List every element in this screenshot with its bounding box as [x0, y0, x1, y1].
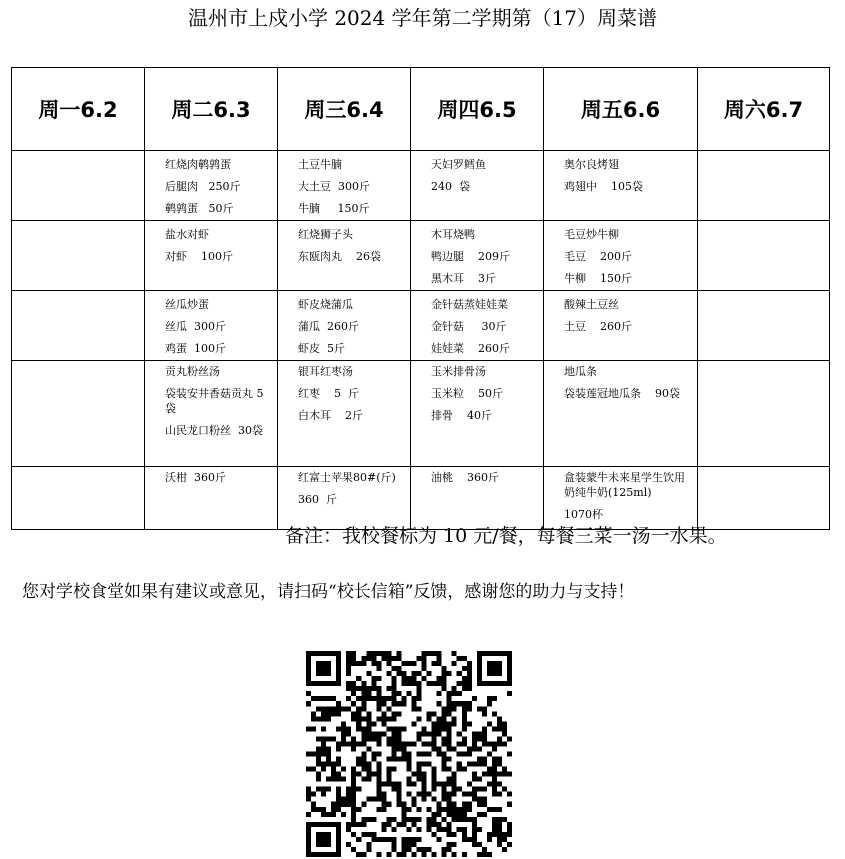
ingredient-line: 袋装安井香菇贡丸 5袋: [165, 387, 264, 415]
dish-name: 地瓜条: [564, 365, 597, 378]
menu-cell: [12, 291, 145, 361]
menu-cell: [278, 151, 411, 221]
ingredient-line: 牛腩 150斤: [298, 202, 370, 215]
dish-name: 红烧狮子头: [298, 228, 353, 241]
ingredient-line: 360 斤: [298, 493, 337, 506]
ingredient-line: 鸡翅中 105袋: [564, 180, 643, 193]
page-title: 温州市上戍小学 2024 学年第二学期第（17）周菜谱: [187, 6, 658, 30]
menu-body: [12, 151, 830, 530]
dish-name: 银耳红枣汤: [298, 365, 353, 378]
dish-name: 玉米排骨汤: [431, 365, 486, 378]
day-header: 周二6.3: [145, 68, 278, 151]
ingredient-line: 大土豆 300斤: [298, 180, 370, 193]
ingredient-line: 黑木耳 3斤: [431, 272, 496, 285]
menu-cell: [544, 291, 698, 361]
menu-cell: [544, 467, 698, 530]
ingredient-line: 对虾 100斤: [165, 250, 233, 263]
ingredient-line: 鸭边腿 209斤: [431, 250, 510, 263]
menu-cell: [698, 151, 830, 221]
feedback-text: 您对学校食堂如果有建议或意见，请扫码“校长信箱”反馈，感谢您的助力与支持！: [22, 582, 635, 602]
menu-cell: [145, 291, 278, 361]
ingredient-line: 牛柳 150斤: [564, 272, 632, 285]
ingredient-line: 排骨 40斤: [431, 409, 492, 422]
menu-row: [12, 361, 830, 467]
dish-name: 木耳烧鸭: [431, 228, 475, 241]
menu-cell: [411, 221, 544, 291]
menu-cell: [278, 361, 411, 467]
menu-cell: [145, 361, 278, 467]
ingredient-line: 后腿肉 250斤: [165, 180, 241, 193]
dish-name: 盐水对虾: [165, 228, 209, 241]
menu-cell: [12, 467, 145, 530]
ingredient-line: 玉米粒 50斤: [431, 387, 503, 400]
ingredient-line: 娃娃菜 260斤: [431, 342, 510, 355]
dish-name: 红烧肉鹌鹑蛋: [165, 158, 231, 171]
menu-cell: [544, 151, 698, 221]
dish-name: 土豆牛腩: [298, 158, 342, 171]
dish-name: 虾皮烧蒲瓜: [298, 298, 353, 311]
ingredient-line: 1070杯: [564, 508, 603, 521]
menu-cell: [145, 467, 278, 530]
menu-cell: [12, 151, 145, 221]
dish-name: 油桃 360斤: [431, 471, 499, 484]
menu-table: [11, 67, 830, 530]
dish-name: 毛豆炒牛柳: [564, 228, 619, 241]
menu-cell: [698, 291, 830, 361]
menu-cell: [698, 361, 830, 467]
dish-name: 沃柑 360斤: [165, 471, 226, 484]
day-header: 周五6.6: [544, 68, 698, 151]
ingredient-line: 山民龙口粉丝 30袋: [165, 424, 263, 437]
ingredient-line: 蒲瓜 260斤: [298, 320, 359, 333]
day-header: 周三6.4: [278, 68, 411, 151]
menu-row: [12, 151, 830, 221]
menu-cell: [544, 221, 698, 291]
ingredient-line: 鹌鹑蛋 50斤: [165, 202, 234, 215]
menu-cell: [544, 361, 698, 467]
dish-name: 贡丸粉丝汤: [165, 365, 220, 378]
ingredient-line: 毛豆 200斤: [564, 250, 632, 263]
menu-cell: [411, 291, 544, 361]
day-header: 周六6.7: [698, 68, 830, 151]
day-header: 周四6.5: [411, 68, 544, 151]
menu-cell: [698, 221, 830, 291]
menu-row: [12, 221, 830, 291]
dish-name: 酸辣土豆丝: [564, 298, 619, 311]
menu-cell: [12, 361, 145, 467]
ingredient-line: 东瓯肉丸 26袋: [298, 250, 381, 263]
menu-cell: [411, 467, 544, 530]
menu-cell: [145, 221, 278, 291]
menu-cell: [12, 221, 145, 291]
menu-cell: [698, 467, 830, 530]
menu-cell: [278, 467, 411, 530]
ingredient-line: 白木耳 2斤: [298, 409, 363, 422]
dish-name: 金针菇蒸娃娃菜: [431, 298, 508, 311]
ingredient-line: 袋装莲冠地瓜条 90袋: [564, 387, 680, 400]
ingredient-line: 红枣 5 斤: [298, 387, 359, 400]
menu-cell: [278, 291, 411, 361]
ingredient-line: 240 袋: [431, 180, 470, 193]
dish-name: 丝瓜炒蛋: [165, 298, 209, 311]
menu-cell: [411, 361, 544, 467]
qr-code[interactable]: [306, 651, 512, 857]
dish-name: 奥尔良烤翅: [564, 158, 619, 171]
menu-cell: [145, 151, 278, 221]
ingredient-line: 丝瓜 300斤: [165, 320, 226, 333]
menu-row: [12, 291, 830, 361]
day-header-row: [12, 68, 830, 151]
ingredient-line: 虾皮 5斤: [298, 342, 345, 355]
dish-name: 红富士苹果80#(斤): [298, 471, 396, 484]
menu-cell: [278, 221, 411, 291]
day-header: 周一6.2: [12, 68, 145, 151]
ingredient-line: 鸡蛋 100斤: [165, 342, 226, 355]
menu-row: [12, 467, 830, 530]
ingredient-line: 金针菇 30斤: [431, 320, 507, 333]
dish-name: 盒装蒙牛未来星学生饮用奶纯牛奶(125ml): [564, 471, 685, 499]
dish-name: 天妇罗鳕鱼: [431, 158, 486, 171]
ingredient-line: 土豆 260斤: [564, 320, 632, 333]
menu-cell: [411, 151, 544, 221]
remark-note: 备注：我校餐标为 10 元/餐，每餐三菜一汤一水果。: [285, 525, 727, 547]
